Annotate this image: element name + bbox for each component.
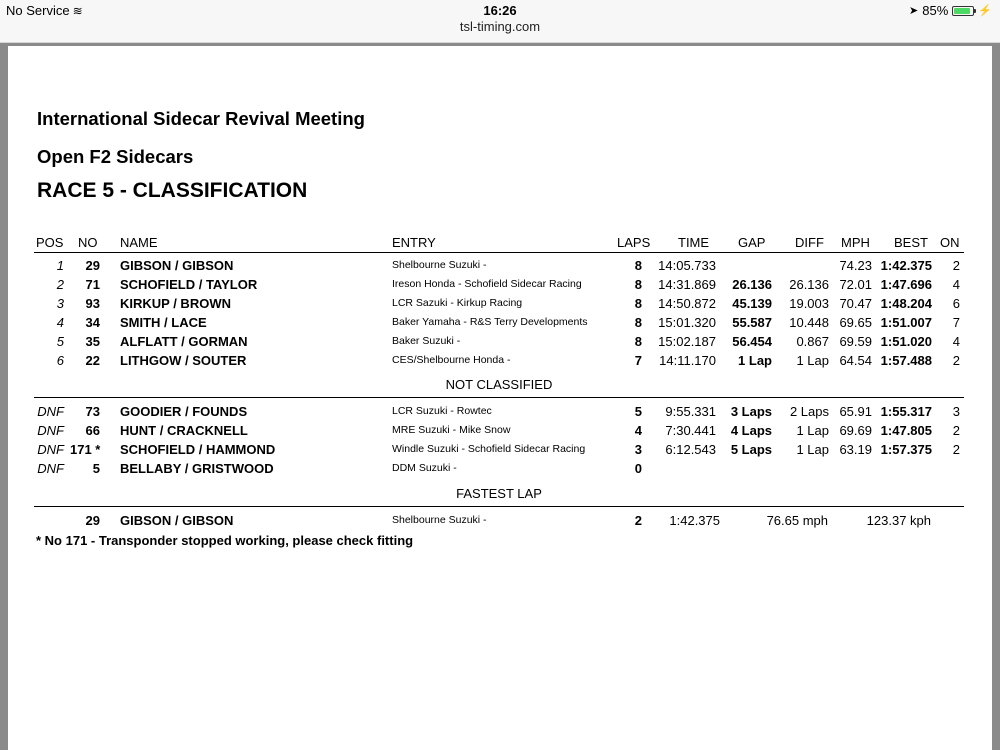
cell-mph: 72.01 [839,277,872,292]
not-classified-heading: NOT CLASSIFIED [445,377,553,392]
cell-pos: 4 [56,315,64,330]
cell-pos: 3 [56,296,64,311]
cell-gap: 55.587 [732,315,772,330]
cell-no: 93 [85,296,100,311]
cell-mph: 70.47 [839,296,872,311]
fastest-time: 1:42.375 [669,513,720,528]
header-rule [34,252,964,253]
cell-entry: MRE Suzuki - Mike Snow [392,424,511,436]
page-viewport [0,43,1000,750]
cell-diff: 1 Lap [796,442,829,457]
cell-mph: 65.91 [839,404,872,419]
cell-pos: DNF [37,423,64,438]
cell-time: 15:01.320 [658,315,716,330]
fastest-lap-heading: FASTEST LAP [456,486,542,501]
cell-entry: LCR Suzuki - Rowtec [392,405,492,417]
not-classified-rule [34,397,964,398]
cell-mph: 69.59 [839,334,872,349]
cell-best: 1:55.317 [880,404,932,419]
col-no: NO [78,235,98,250]
fastest-lap-rule [34,506,964,507]
cell-name: ALFLATT / GORMAN [120,334,248,349]
cell-on: 4 [952,334,960,349]
cell-laps: 8 [634,258,642,273]
col-diff: DIFF [795,235,824,250]
cell-best: 1:57.375 [880,442,932,457]
wifi-icon: ≋ [72,4,83,18]
cell-entry: CES/Shelbourne Honda - [392,354,511,366]
cell-on: 3 [952,404,960,419]
cell-laps: 4 [634,423,642,438]
col-name: NAME [120,235,158,250]
fastest-kph: 123.37 kph [866,513,931,528]
battery-percent: 85% [922,3,949,18]
cell-best: 1:51.007 [880,315,932,330]
cell-entry: DDM Suzuki - [392,462,457,474]
cell-gap: 5 Laps [730,442,772,457]
battery-status [909,3,992,18]
col-laps: LAPS [617,235,651,250]
cell-pos: DNF [37,442,64,457]
event-title: International Sidecar Revival Meeting [37,108,365,129]
cell-gap: 26.136 [732,277,772,292]
cell-entry: LCR Sazuki - Kirkup Racing [392,297,523,309]
location-arrow-icon: ➤ [909,5,919,17]
cell-no: 66 [85,423,100,438]
cell-best: 1:51.020 [880,334,932,349]
cell-no: 22 [85,353,100,368]
cell-name: SCHOFIELD / TAYLOR [120,277,258,292]
col-mph: MPH [841,235,870,250]
cell-no: 29 [85,258,100,273]
cell-mph: 74.23 [839,258,872,273]
col-on: ON [940,235,960,250]
cell-laps: 5 [634,404,642,419]
cell-pos: 2 [56,277,64,292]
cell-mph: 63.19 [839,442,872,457]
cell-best: 1:47.696 [880,277,932,292]
cell-on: 2 [952,353,960,368]
cell-best: 1:47.805 [880,423,932,438]
cell-name: GIBSON / GIBSON [120,258,234,273]
cell-mph: 64.54 [839,353,872,368]
cell-diff: 0.867 [796,334,829,349]
class-title: Open F2 Sidecars [37,146,194,167]
cell-gap: 1 Lap [738,353,772,368]
cell-best: 1:48.204 [880,296,932,311]
cell-laps: 3 [634,442,642,457]
cell-entry: Ireson Honda - Schofield Sidecar Racing [392,278,582,290]
cell-name: GOODIER / FOUNDS [120,404,248,419]
cell-no: 5 [92,461,100,476]
status-bar [0,0,1000,43]
cell-time: 14:50.872 [658,296,716,311]
fastest-no: 29 [85,513,100,528]
cell-laps: 8 [634,334,642,349]
cell-pos: 6 [56,353,64,368]
cell-diff: 1 Lap [796,353,829,368]
cell-name: LITHGOW / SOUTER [120,353,247,368]
cell-entry: Baker Suzuki - [392,335,461,347]
cell-name: SCHOFIELD / HAMMOND [120,442,276,457]
cell-time: 14:11.170 [659,353,716,368]
results-document [8,46,992,756]
col-best: BEST [894,235,928,250]
charging-bolt-icon: ⚡ [978,5,992,17]
fastest-mph: 76.65 mph [766,513,828,528]
cell-diff: 2 Laps [789,404,829,419]
cell-on: 6 [952,296,960,311]
cell-pos: 5 [56,334,64,349]
cell-entry: Windle Suzuki - Schofield Sidecar Racing [392,443,586,455]
footnote: * No 171 - Transponder stopped working, please check fitting [36,533,414,548]
cell-laps: 7 [634,353,642,368]
cell-no: 35 [85,334,100,349]
cell-diff: 1 Lap [796,423,829,438]
cell-time: 6:12.543 [665,442,716,457]
cell-entry: Shelbourne Suzuki - [392,259,487,271]
cell-pos: DNF [37,461,64,476]
cell-laps: 8 [634,296,642,311]
cell-gap: 56.454 [732,334,772,349]
cell-mph: 69.69 [839,423,872,438]
cell-on: 2 [952,442,960,457]
cell-no: 34 [85,315,100,330]
cell-time: 14:05.733 [658,258,716,273]
cell-pos: 1 [56,258,64,273]
fastest-entry: Shelbourne Suzuki - [392,514,487,526]
cell-time: 14:31.869 [658,277,716,292]
cell-name: BELLABY / GRISTWOOD [120,461,274,476]
cell-name: SMITH / LACE [120,315,207,330]
cell-diff: 26.136 [789,277,829,292]
address-bar[interactable]: tsl-timing.com [459,19,541,34]
cell-entry: Baker Yamaha - R&S Terry Developments [392,316,588,328]
clock: 16:26 [483,3,517,18]
col-gap: GAP [738,235,766,250]
col-entry: ENTRY [392,235,436,250]
battery-icon [952,6,974,16]
cell-gap: 3 Laps [730,404,772,419]
cell-time: 7:30.441 [665,423,716,438]
cell-on: 2 [952,258,960,273]
cell-laps: 8 [634,277,642,292]
cell-gap: 45.139 [732,296,772,311]
cell-no: 171 * [70,442,101,457]
cell-best: 1:57.488 [880,353,932,368]
cell-gap: 4 Laps [730,423,772,438]
fastest-lap-number: 2 [634,513,642,528]
cell-time: 9:55.331 [665,404,716,419]
cell-name: KIRKUP / BROWN [120,296,231,311]
cell-mph: 69.65 [839,315,872,330]
carrier-label: No Service [6,3,70,18]
cell-name: HUNT / CRACKNELL [120,423,248,438]
col-pos: POS [36,235,64,250]
cell-no: 71 [85,277,100,292]
cell-laps: 8 [634,315,642,330]
cell-on: 4 [952,277,960,292]
cell-diff: 10.448 [789,315,829,330]
cell-diff: 19.003 [789,296,829,311]
cell-time: 15:02.187 [658,334,716,349]
col-time: TIME [678,235,710,250]
cell-pos: DNF [37,404,64,419]
race-title: RACE 5 - CLASSIFICATION [37,179,308,202]
cell-best: 1:42.375 [880,258,932,273]
cell-on: 7 [952,315,960,330]
cell-no: 73 [85,404,100,419]
cell-on: 2 [952,423,960,438]
fastest-name: GIBSON / GIBSON [120,513,234,528]
cell-laps: 0 [634,461,642,476]
